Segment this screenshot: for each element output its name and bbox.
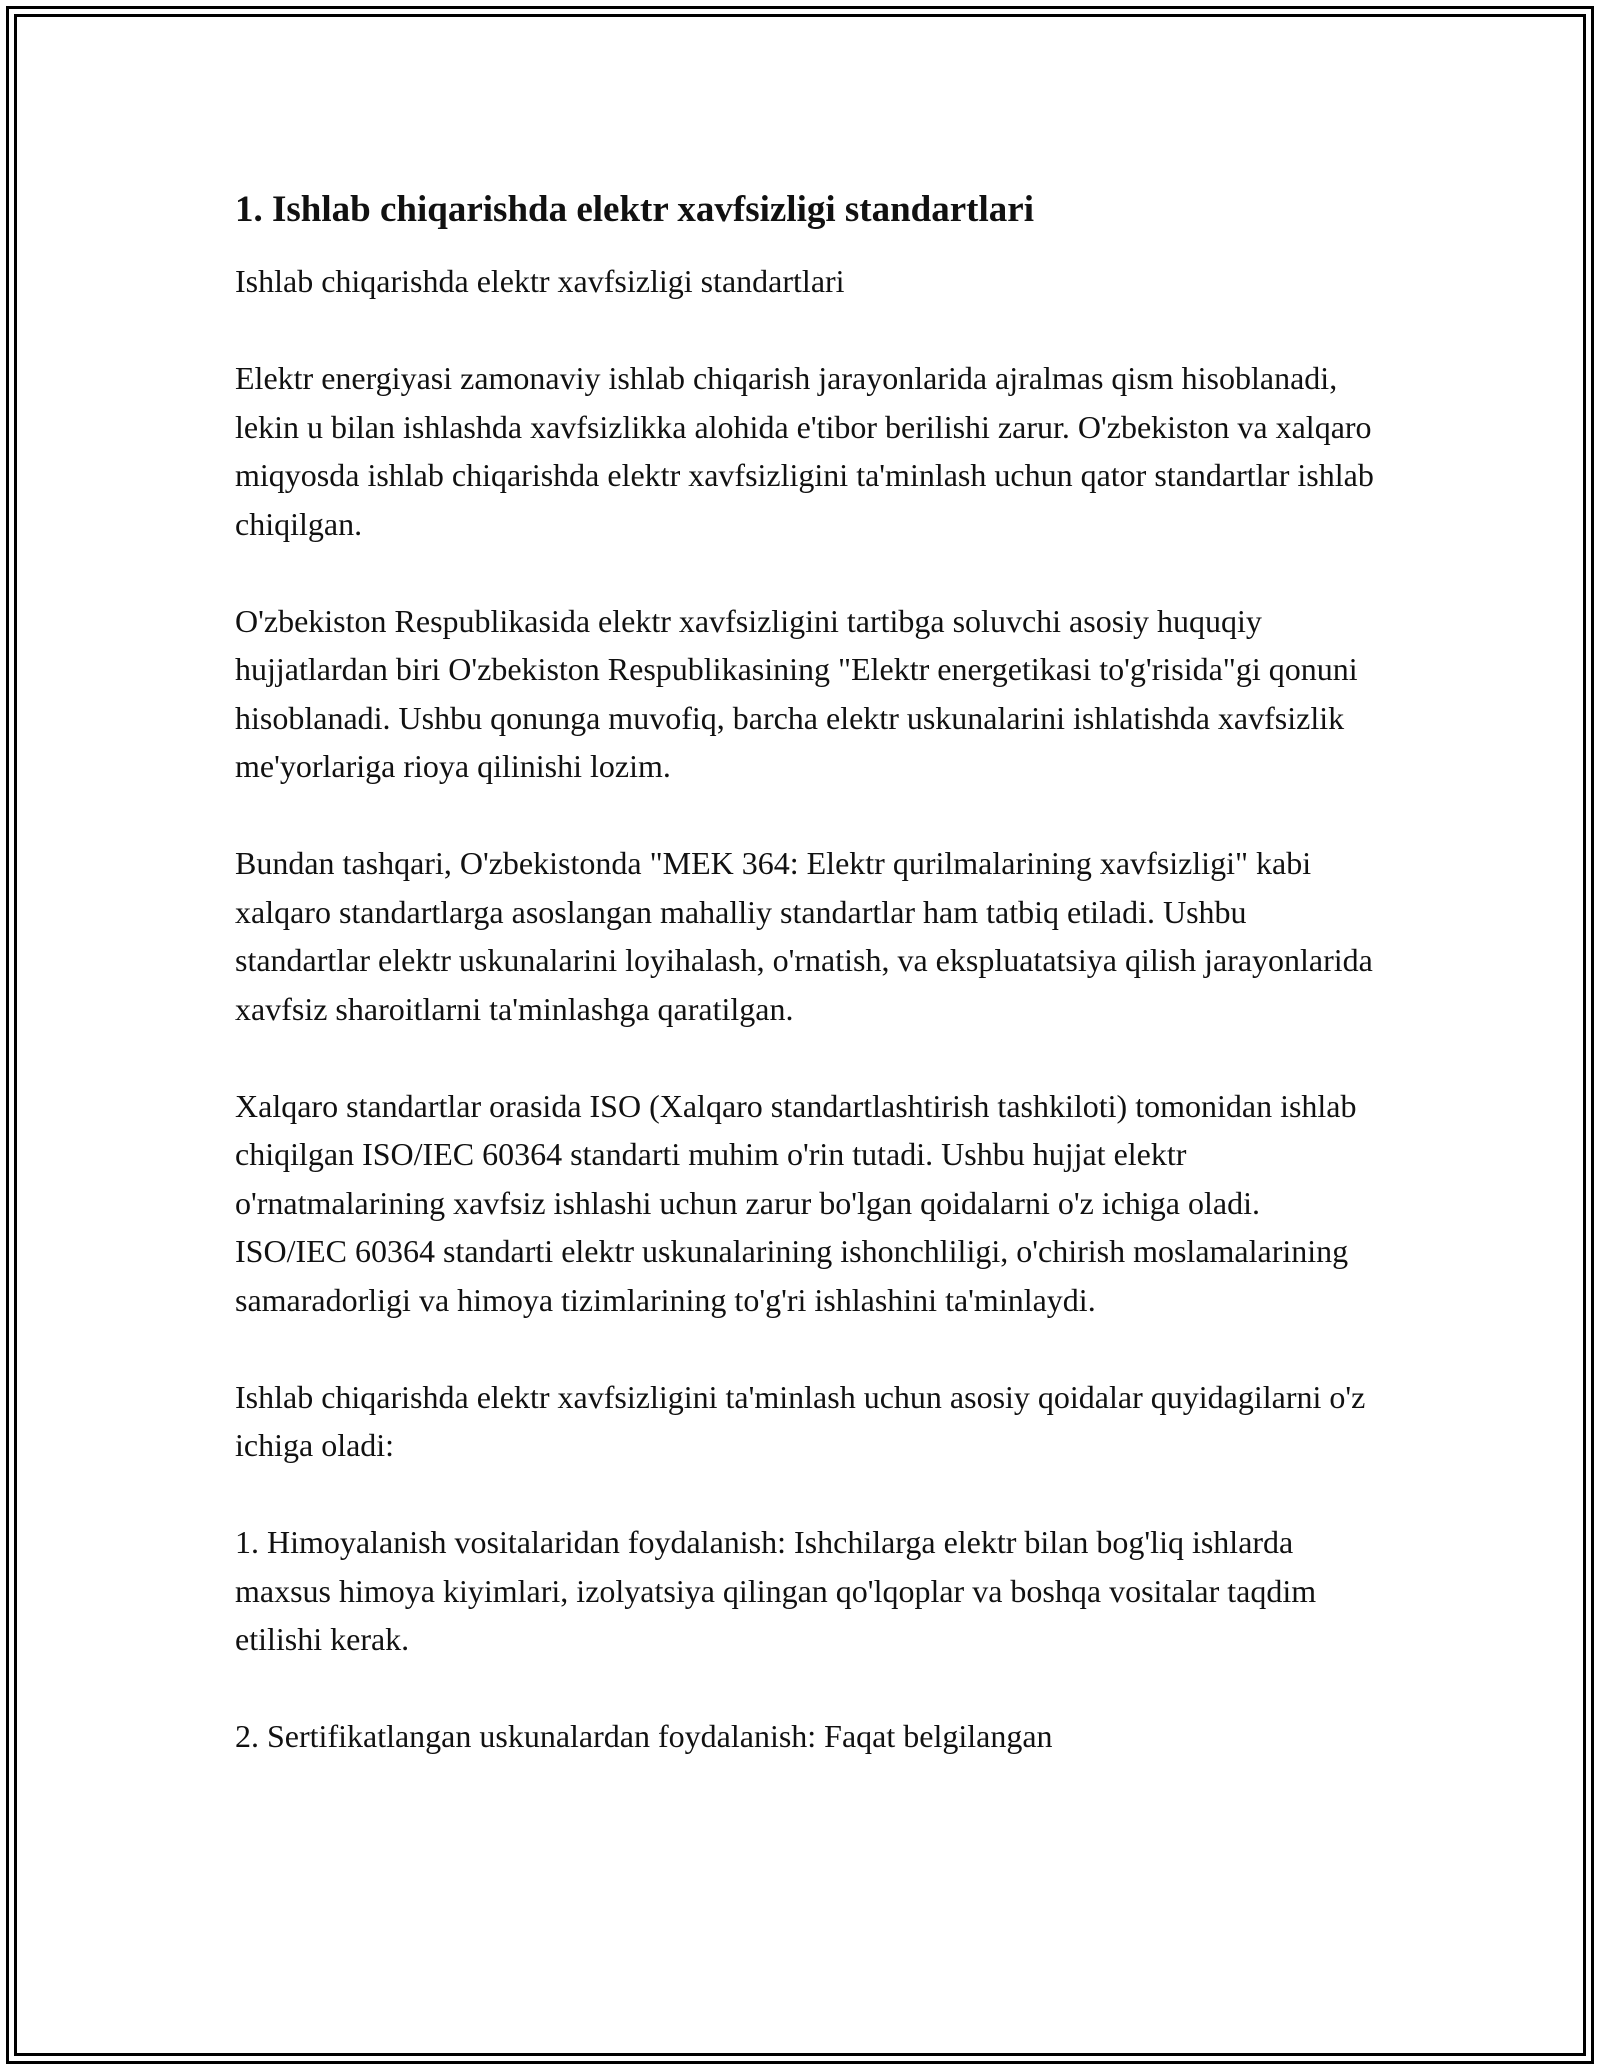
law-paragraph: O'zbekiston Respublikasida elektr xavfsizligini tartibga soluvchi asosiy huquqiy hujjatlardan biri O'zbekiston Respublikasining "Elektr energetikasi to'g'risida"gi qonuni hisoblanadi. Ushbu qonunga muvofiq, barcha elektr uskunalarini ishlatishda xavfsizlik me'yorlariga rioya qilinishi lozim. [235,602,1358,784]
subtitle-paragraph: Ishlab chiqarishda elektr xavfsizligi standartlari [235,263,845,299]
document-heading: 1. Ishlab chiqarishda elektr xavfsizligi standartlari [235,189,1034,230]
document-body [235,185,1375,1809]
list-item-certified-equipment: 2. Sertifikatlangan uskunalardan foydalanish: Faqat belgilangan [235,1718,1053,1754]
rules-intro-paragraph: Ishlab chiqarishda elektr xavfsizligini ta'minlash uchun asosiy qoidalar quyidagilarni o'z ichiga oladi: [235,1378,1366,1463]
intro-paragraph: Elektr energiyasi zamonaviy ishlab chiqarish jarayonlarida ajralmas qism hisoblanadi, lekin u bilan ishlashda xavfsizlikka alohida e'tibor berilishi zarur. O'zbekiston va xalqaro miqyosda ishlab chiqarishda elektr xavfsizligini ta'minlash uchun qator standartlar ishlab chiqilgan. [235,360,1374,542]
local-standards-paragraph: Bundan tashqari, O'zbekistonda "MEK 364: Elektr qurilmalarining xavfsizligi" kabi xalqaro standartlarga asoslangan mahalliy standartlar ham tatbiq etiladi. Ushbu standartlar elektr uskunalarini loyihalash, o'rnatish, va ekspluatatsiya qilish jarayonlarida xavfsiz sharoitlarni ta'minlashga qaratilgan. [235,845,1373,1027]
list-item-protection: 1. Himoyalanish vositalaridan foydalanish: Ishchilarga elektr bilan bog'liq ishlarda maxsus himoya kiyimlari, izolyatsiya qilingan qo'lqoplar va boshqa vositalar taqdim etilishi kerak. [235,1524,1317,1657]
international-standards-paragraph: Xalqaro standartlar orasida ISO (Xalqaro standartlashtirish tashkiloti) tomonidan ishlab chiqilgan ISO/IEC 60364 standarti muhim o'rin tutadi. Ushbu hujjat elektr o'rnatmalarining xavfsiz ishlashi uchun zarur bo'lgan qoidalarni o'z ichiga oladi. ISO/IEC 60364 standarti elektr uskunalarining ishonchliligi, o'chirish moslamalarining samaradorligi va himoya tizimlarining to'g'ri ishlashini ta'minlaydi. [235,1087,1357,1318]
